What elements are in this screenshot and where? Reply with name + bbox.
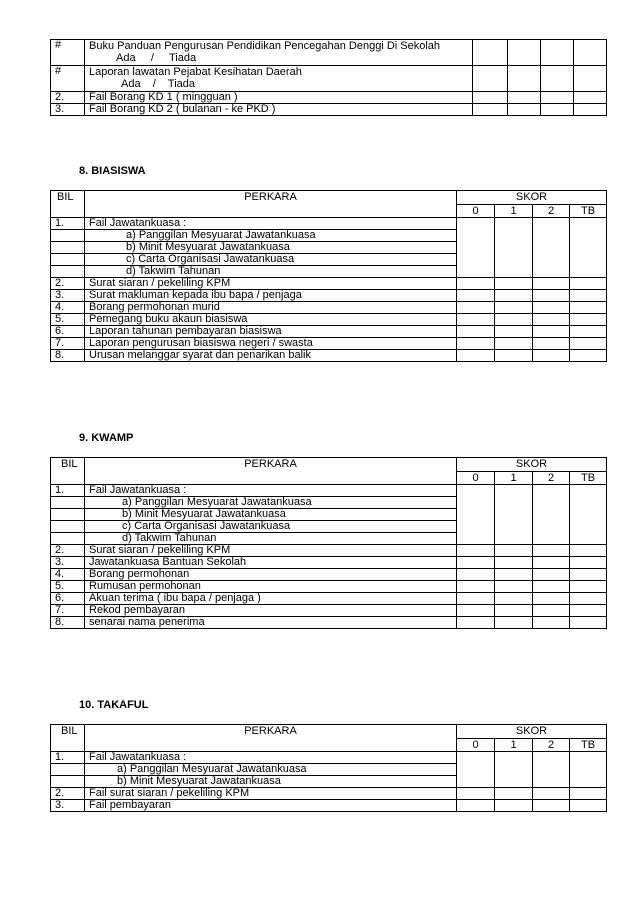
table-row: [51, 581, 607, 593]
table-row: [51, 230, 607, 242]
score-cell[interactable]: [533, 302, 570, 314]
perkara-cell: a) Panggilan Mesyuarat Jawatankuasa: [85, 230, 457, 242]
table-row: [51, 302, 607, 314]
skor-1-header: 1: [495, 205, 533, 218]
skor-0-header: 0: [457, 205, 495, 218]
perkara-cell: Rumusan permohonan: [85, 581, 457, 593]
kwamp-body: [51, 485, 607, 629]
score-cell[interactable]: [574, 40, 607, 66]
score-cell[interactable]: [495, 485, 533, 497]
score-cell[interactable]: [570, 230, 607, 242]
score-cell[interactable]: [533, 788, 570, 800]
table-row: [51, 521, 607, 533]
score-cell[interactable]: [570, 314, 607, 326]
perkara-cell: Rekod pembayaran: [85, 605, 457, 617]
table-row: [51, 533, 607, 545]
table-row: [51, 497, 607, 509]
score-cell[interactable]: [495, 533, 533, 545]
score-cell[interactable]: [533, 218, 570, 230]
score-cell[interactable]: [457, 752, 495, 764]
bil-cell: 6.: [51, 593, 85, 605]
score-cell[interactable]: [495, 521, 533, 533]
bil-cell: 5.: [51, 314, 85, 326]
score-cell[interactable]: [495, 326, 533, 338]
table-row: [51, 290, 607, 302]
perkara-cell: Fail Jawatankuasa :: [85, 218, 457, 230]
bil-cell: 1.: [51, 218, 85, 230]
score-cell[interactable]: [495, 752, 533, 764]
perkara-cell: Borang permohonan murid: [85, 302, 457, 314]
score-cell[interactable]: [574, 66, 607, 92]
score-cell[interactable]: [533, 290, 570, 302]
bil-cell: 7.: [51, 605, 85, 617]
section-title-kwamp: 9. KWAMP: [79, 432, 134, 444]
score-cell[interactable]: [533, 497, 570, 509]
score-cell[interactable]: [457, 800, 495, 812]
table-row: [51, 92, 607, 104]
perkara-cell: a) Panggilan Mesyuarat Jawatankuasa: [85, 764, 457, 776]
score-cell[interactable]: [457, 788, 495, 800]
bil-cell: [51, 266, 85, 278]
score-cell[interactable]: [533, 752, 570, 764]
table-row: [51, 509, 607, 521]
table-row: [51, 266, 607, 278]
score-cell[interactable]: [570, 290, 607, 302]
bil-cell: 1.: [51, 485, 85, 497]
perkara-header: PERKARA: [85, 458, 457, 485]
score-cell[interactable]: [541, 40, 574, 66]
score-cell[interactable]: [457, 302, 495, 314]
skor-2-header: 2: [533, 205, 570, 218]
score-cell[interactable]: [533, 764, 570, 776]
score-cell[interactable]: [457, 581, 495, 593]
perkara-cell: Laporan tahunan pembayaran biasiswa: [85, 326, 457, 338]
score-cell[interactable]: [570, 557, 607, 569]
score-cell[interactable]: [570, 302, 607, 314]
perkara-line: Buku Panduan Pengurusan Pendidikan Pencegahan Denggi Di Sekolah: [89, 40, 441, 52]
perkara-cell: c) Carta Organisasi Jawatankuasa: [85, 254, 457, 266]
perkara-cell: [85, 40, 473, 66]
bil-cell: 2.: [51, 788, 85, 800]
perkara-line: Laporan lawatan Pejabat Kesihatan Daerah: [89, 66, 302, 78]
score-cell[interactable]: [457, 326, 495, 338]
score-cell[interactable]: [533, 800, 570, 812]
score-cell[interactable]: [495, 290, 533, 302]
bil-cell: [51, 230, 85, 242]
score-cell[interactable]: [533, 545, 570, 557]
table-row: [51, 788, 607, 800]
bil-cell: 5.: [51, 581, 85, 593]
score-cell[interactable]: [574, 104, 607, 116]
score-cell[interactable]: [533, 509, 570, 521]
bil-header: BIL: [51, 191, 85, 218]
perkara-cell: Fail Jawatankuasa :: [85, 485, 457, 497]
perkara-cell: [85, 66, 473, 92]
table-row: [51, 326, 607, 338]
score-cell[interactable]: [495, 545, 533, 557]
skor-tb-header: TB: [570, 472, 607, 485]
table-row: [51, 800, 607, 812]
bil-header: BIL: [51, 725, 85, 752]
bil-cell: 3.: [51, 104, 85, 116]
table-row: [51, 752, 607, 764]
bil-cell: #: [51, 66, 85, 92]
table-row: [51, 338, 607, 350]
biasiswa-table: [50, 190, 607, 362]
score-cell[interactable]: [533, 230, 570, 242]
perkara-cell: senarai nama penerima: [85, 617, 457, 629]
perkara-cell: Laporan pengurusan biasiswa negeri / swasta: [85, 338, 457, 350]
score-cell[interactable]: [570, 509, 607, 521]
skor-2-header: 2: [533, 472, 570, 485]
table-row: [51, 314, 607, 326]
score-cell[interactable]: [533, 278, 570, 290]
score-cell[interactable]: [457, 266, 495, 278]
bil-cell: 3.: [51, 557, 85, 569]
score-cell[interactable]: [533, 569, 570, 581]
skor-header: SKOR: [457, 191, 607, 205]
score-cell[interactable]: [457, 521, 495, 533]
perkara-line: Ada / Tiada: [121, 78, 195, 90]
perkara-cell: Pemegang buku akaun biasiswa: [85, 314, 457, 326]
score-cell[interactable]: [495, 800, 533, 812]
score-cell[interactable]: [570, 533, 607, 545]
table-row: [51, 764, 607, 776]
score-cell[interactable]: [533, 254, 570, 266]
score-cell[interactable]: [495, 557, 533, 569]
score-cell[interactable]: [570, 485, 607, 497]
section-title-biasiswa: 8. BIASISWA: [79, 165, 146, 177]
score-cell[interactable]: [570, 752, 607, 764]
takaful-body: [51, 752, 607, 812]
score-cell[interactable]: [457, 569, 495, 581]
bil-header: BIL: [51, 458, 85, 485]
table-row: [51, 605, 607, 617]
score-cell[interactable]: [473, 104, 508, 116]
score-cell[interactable]: [570, 776, 607, 788]
score-cell[interactable]: [570, 497, 607, 509]
score-cell[interactable]: [570, 278, 607, 290]
perkara-cell: Fail Jawatankuasa :: [85, 752, 457, 764]
score-cell[interactable]: [457, 509, 495, 521]
table-row: [51, 350, 607, 362]
score-cell[interactable]: [495, 569, 533, 581]
score-cell[interactable]: [533, 485, 570, 497]
perkara-cell: Surat makluman kepada ibu bapa / penjaga: [85, 290, 457, 302]
skor-2-header: 2: [533, 739, 570, 752]
score-cell[interactable]: [533, 557, 570, 569]
bil-cell: 1.: [51, 752, 85, 764]
score-cell[interactable]: [533, 326, 570, 338]
table-row: [51, 278, 607, 290]
perkara-cell: Surat siaran / pekeliling KPM: [85, 545, 457, 557]
perkara-cell: Fail Borang KD 2 ( bulanan - ke PKD ): [85, 104, 473, 116]
score-cell[interactable]: [495, 764, 533, 776]
bil-cell: 3.: [51, 800, 85, 812]
score-cell[interactable]: [495, 338, 533, 350]
skor-tb-header: TB: [570, 205, 607, 218]
score-cell[interactable]: [533, 266, 570, 278]
perkara-cell: Fail Borang KD 1 ( mingguan ): [85, 92, 473, 104]
perkara-header: PERKARA: [85, 191, 457, 218]
score-cell[interactable]: [570, 254, 607, 266]
score-cell[interactable]: [457, 545, 495, 557]
table-row: [51, 485, 607, 497]
score-cell[interactable]: [570, 788, 607, 800]
score-cell[interactable]: [495, 218, 533, 230]
table-row: [51, 218, 607, 230]
bil-cell: 2.: [51, 92, 85, 104]
score-cell[interactable]: [473, 66, 508, 92]
score-cell[interactable]: [457, 230, 495, 242]
table-row: [51, 242, 607, 254]
perkara-cell: b) Minit Mesyuarat Jawatankuasa: [85, 242, 457, 254]
score-cell[interactable]: [533, 242, 570, 254]
score-cell[interactable]: [570, 545, 607, 557]
bil-cell: [51, 764, 85, 776]
score-cell[interactable]: [495, 266, 533, 278]
bil-cell: 2.: [51, 545, 85, 557]
perkara-cell: Surat siaran / pekeliling KPM: [85, 278, 457, 290]
score-cell[interactable]: [533, 338, 570, 350]
score-cell[interactable]: [570, 350, 607, 362]
header-row: [51, 725, 607, 739]
bil-cell: 4.: [51, 569, 85, 581]
score-cell[interactable]: [570, 764, 607, 776]
score-cell[interactable]: [495, 242, 533, 254]
bil-cell: [51, 776, 85, 788]
score-cell[interactable]: [495, 788, 533, 800]
header-row: [51, 458, 607, 472]
score-cell[interactable]: [570, 266, 607, 278]
table-row: [51, 557, 607, 569]
score-cell[interactable]: [570, 581, 607, 593]
score-cell[interactable]: [508, 92, 541, 104]
score-cell[interactable]: [495, 605, 533, 617]
score-cell[interactable]: [495, 350, 533, 362]
score-cell[interactable]: [457, 242, 495, 254]
skor-0-header: 0: [457, 739, 495, 752]
score-cell[interactable]: [570, 521, 607, 533]
biasiswa-body: [51, 218, 607, 362]
skor-0-header: 0: [457, 472, 495, 485]
bil-cell: 6.: [51, 326, 85, 338]
score-cell[interactable]: [541, 66, 574, 92]
takaful-table: [50, 724, 607, 812]
header-row: [51, 191, 607, 205]
perkara-cell: Fail surat siaran / pekeliling KPM: [85, 788, 457, 800]
score-cell[interactable]: [533, 521, 570, 533]
score-cell[interactable]: [533, 593, 570, 605]
score-cell[interactable]: [570, 800, 607, 812]
bil-cell: 2.: [51, 278, 85, 290]
table-row: [51, 104, 607, 116]
score-cell[interactable]: [495, 278, 533, 290]
score-cell[interactable]: [570, 326, 607, 338]
score-cell[interactable]: [495, 254, 533, 266]
score-cell[interactable]: [457, 764, 495, 776]
score-cell[interactable]: [495, 776, 533, 788]
score-cell[interactable]: [533, 533, 570, 545]
score-cell[interactable]: [570, 605, 607, 617]
table-row: [51, 66, 607, 92]
score-cell[interactable]: [533, 314, 570, 326]
perkara-cell: Borang permohonan: [85, 569, 457, 581]
score-cell[interactable]: [457, 338, 495, 350]
score-cell[interactable]: [508, 66, 541, 92]
perkara-cell: c) Carta Organisasi Jawatankuasa: [85, 521, 457, 533]
score-cell[interactable]: [457, 497, 495, 509]
score-cell[interactable]: [541, 92, 574, 104]
perkara-cell: Fail pembayaran: [85, 800, 457, 812]
score-cell[interactable]: [473, 40, 508, 66]
perkara-cell: b) Minit Mesyuarat Jawatankuasa: [85, 776, 457, 788]
score-cell[interactable]: [570, 569, 607, 581]
score-cell[interactable]: [457, 605, 495, 617]
kwamp-table: [50, 457, 607, 629]
perkara-cell: d) Takwim Tahunan: [85, 533, 457, 545]
score-cell[interactable]: [457, 557, 495, 569]
score-cell[interactable]: [533, 776, 570, 788]
score-cell[interactable]: [457, 218, 495, 230]
score-cell[interactable]: [457, 485, 495, 497]
score-cell[interactable]: [541, 104, 574, 116]
bil-cell: 3.: [51, 290, 85, 302]
table-row: [51, 40, 607, 66]
perkara-header: PERKARA: [85, 725, 457, 752]
top-table: [50, 39, 607, 116]
score-cell[interactable]: [457, 533, 495, 545]
section-title-takaful: 10. TAKAFUL: [79, 699, 149, 711]
perkara-cell: d) Takwim Tahunan: [85, 266, 457, 278]
score-cell[interactable]: [508, 40, 541, 66]
score-cell[interactable]: [533, 581, 570, 593]
score-cell[interactable]: [457, 776, 495, 788]
score-cell[interactable]: [533, 605, 570, 617]
score-cell[interactable]: [495, 509, 533, 521]
bil-cell: 8.: [51, 350, 85, 362]
score-cell[interactable]: [570, 338, 607, 350]
score-cell[interactable]: [457, 278, 495, 290]
score-cell[interactable]: [495, 617, 533, 629]
score-cell[interactable]: [533, 617, 570, 629]
table-row: [51, 254, 607, 266]
table-row: [51, 569, 607, 581]
bil-cell: 7.: [51, 338, 85, 350]
bil-cell: [51, 254, 85, 266]
score-cell[interactable]: [570, 617, 607, 629]
score-cell[interactable]: [508, 104, 541, 116]
table-row: [51, 545, 607, 557]
score-cell[interactable]: [574, 92, 607, 104]
skor-tb-header: TB: [570, 739, 607, 752]
skor-header: SKOR: [457, 725, 607, 739]
bil-cell: [51, 497, 85, 509]
score-cell[interactable]: [457, 314, 495, 326]
score-cell[interactable]: [457, 617, 495, 629]
bil-cell: [51, 521, 85, 533]
score-cell[interactable]: [457, 290, 495, 302]
score-cell[interactable]: [570, 242, 607, 254]
table-row: [51, 776, 607, 788]
bil-cell: [51, 533, 85, 545]
score-cell[interactable]: [495, 302, 533, 314]
skor-header: SKOR: [457, 458, 607, 472]
score-cell[interactable]: [495, 314, 533, 326]
score-cell[interactable]: [570, 218, 607, 230]
bil-cell: [51, 509, 85, 521]
bil-cell: 4.: [51, 302, 85, 314]
score-cell[interactable]: [495, 497, 533, 509]
perkara-cell: Akuan terima ( ibu bapa / penjaga ): [85, 593, 457, 605]
score-cell[interactable]: [457, 350, 495, 362]
perkara-cell: Jawatankuasa Bantuan Sekolah: [85, 557, 457, 569]
bil-cell: [51, 242, 85, 254]
perkara-cell: b) Minit Mesyuarat Jawatankuasa: [85, 509, 457, 521]
bil-cell: #: [51, 40, 85, 66]
score-cell[interactable]: [570, 593, 607, 605]
score-cell[interactable]: [495, 230, 533, 242]
table-row: [51, 617, 607, 629]
table-row: [51, 593, 607, 605]
score-cell[interactable]: [495, 581, 533, 593]
score-cell[interactable]: [495, 593, 533, 605]
bil-cell: 8.: [51, 617, 85, 629]
skor-1-header: 1: [495, 472, 533, 485]
score-cell[interactable]: [457, 254, 495, 266]
perkara-cell: Urusan melanggar syarat dan penarikan balik: [85, 350, 457, 362]
score-cell[interactable]: [533, 350, 570, 362]
score-cell[interactable]: [457, 593, 495, 605]
perkara-line: Ada / Tiada: [116, 52, 197, 64]
score-cell[interactable]: [473, 92, 508, 104]
skor-1-header: 1: [495, 739, 533, 752]
perkara-cell: a) Panggilan Mesyuarat Jawatankuasa: [85, 497, 457, 509]
